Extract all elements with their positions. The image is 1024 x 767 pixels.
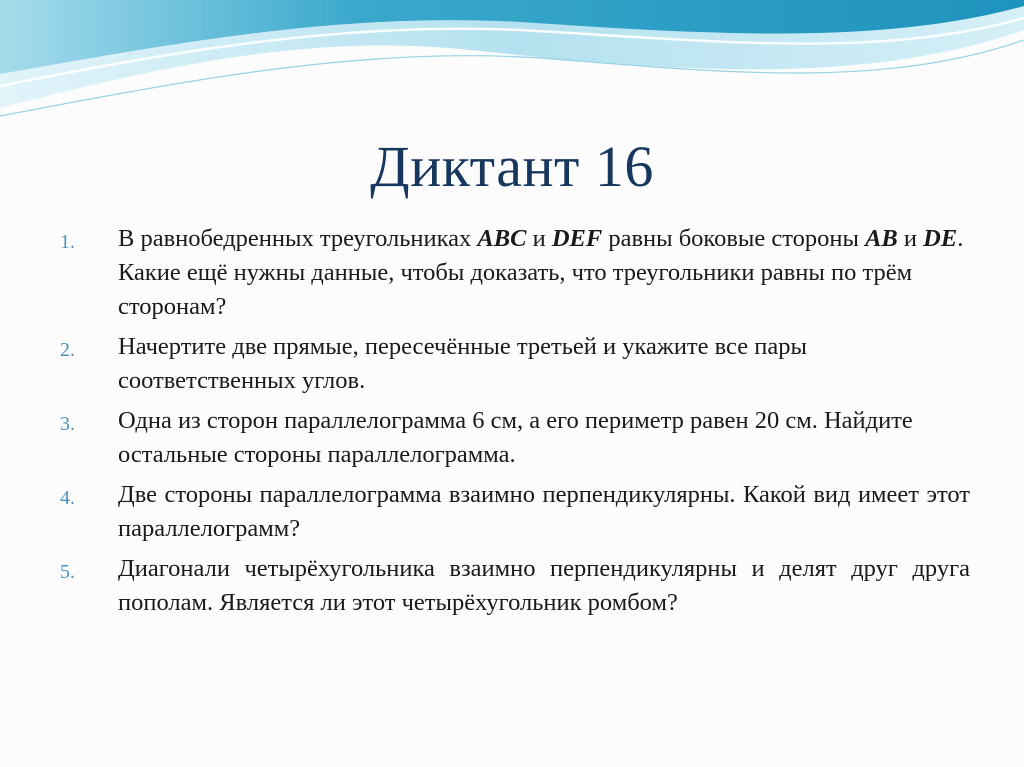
item-number: 1. (60, 231, 75, 253)
item-number: 5. (60, 561, 75, 583)
item-text: Одна из сторон параллелограмма 6 см, а его периметр равен 20 см. Найдите остальные стороны параллелограмма. (118, 407, 913, 468)
slide-title: Диктант 16 (370, 134, 654, 199)
item-number: 2. (60, 339, 75, 361)
list-item (60, 552, 970, 620)
segment-def: DEF (551, 225, 603, 252)
list-item (60, 222, 970, 324)
item-number: 3. (60, 413, 75, 435)
question-list (60, 222, 970, 626)
list-item (60, 478, 970, 546)
wave-banner (0, 0, 1024, 130)
segment-ab: AB (865, 225, 898, 252)
list-item (60, 404, 970, 472)
segment-abc: ABC (477, 225, 527, 252)
item-number: 4. (60, 487, 75, 509)
segment-de: DE (923, 225, 958, 252)
item-text: Диагонали четырёхугольника взаимно перпендикулярны и делят друг друга пополам. Является ли этот четырёхугольник ромбом? (118, 555, 970, 616)
item-text: В равнобедренных треугольниках ABC и DEF равны боковые стороны AB и DE. Какие ещё нужны данные, чтобы доказать, что треугольники равны по трём сторонам? (118, 225, 964, 320)
item-text: Две стороны параллелограмма взаимно перпендикулярны. Какой вид имеет этот параллелограмм? (118, 481, 970, 542)
list-item (60, 330, 970, 398)
item-text: Начертите две прямые, пересечённые третьей и укажите все пары соответственных углов. (118, 333, 807, 394)
